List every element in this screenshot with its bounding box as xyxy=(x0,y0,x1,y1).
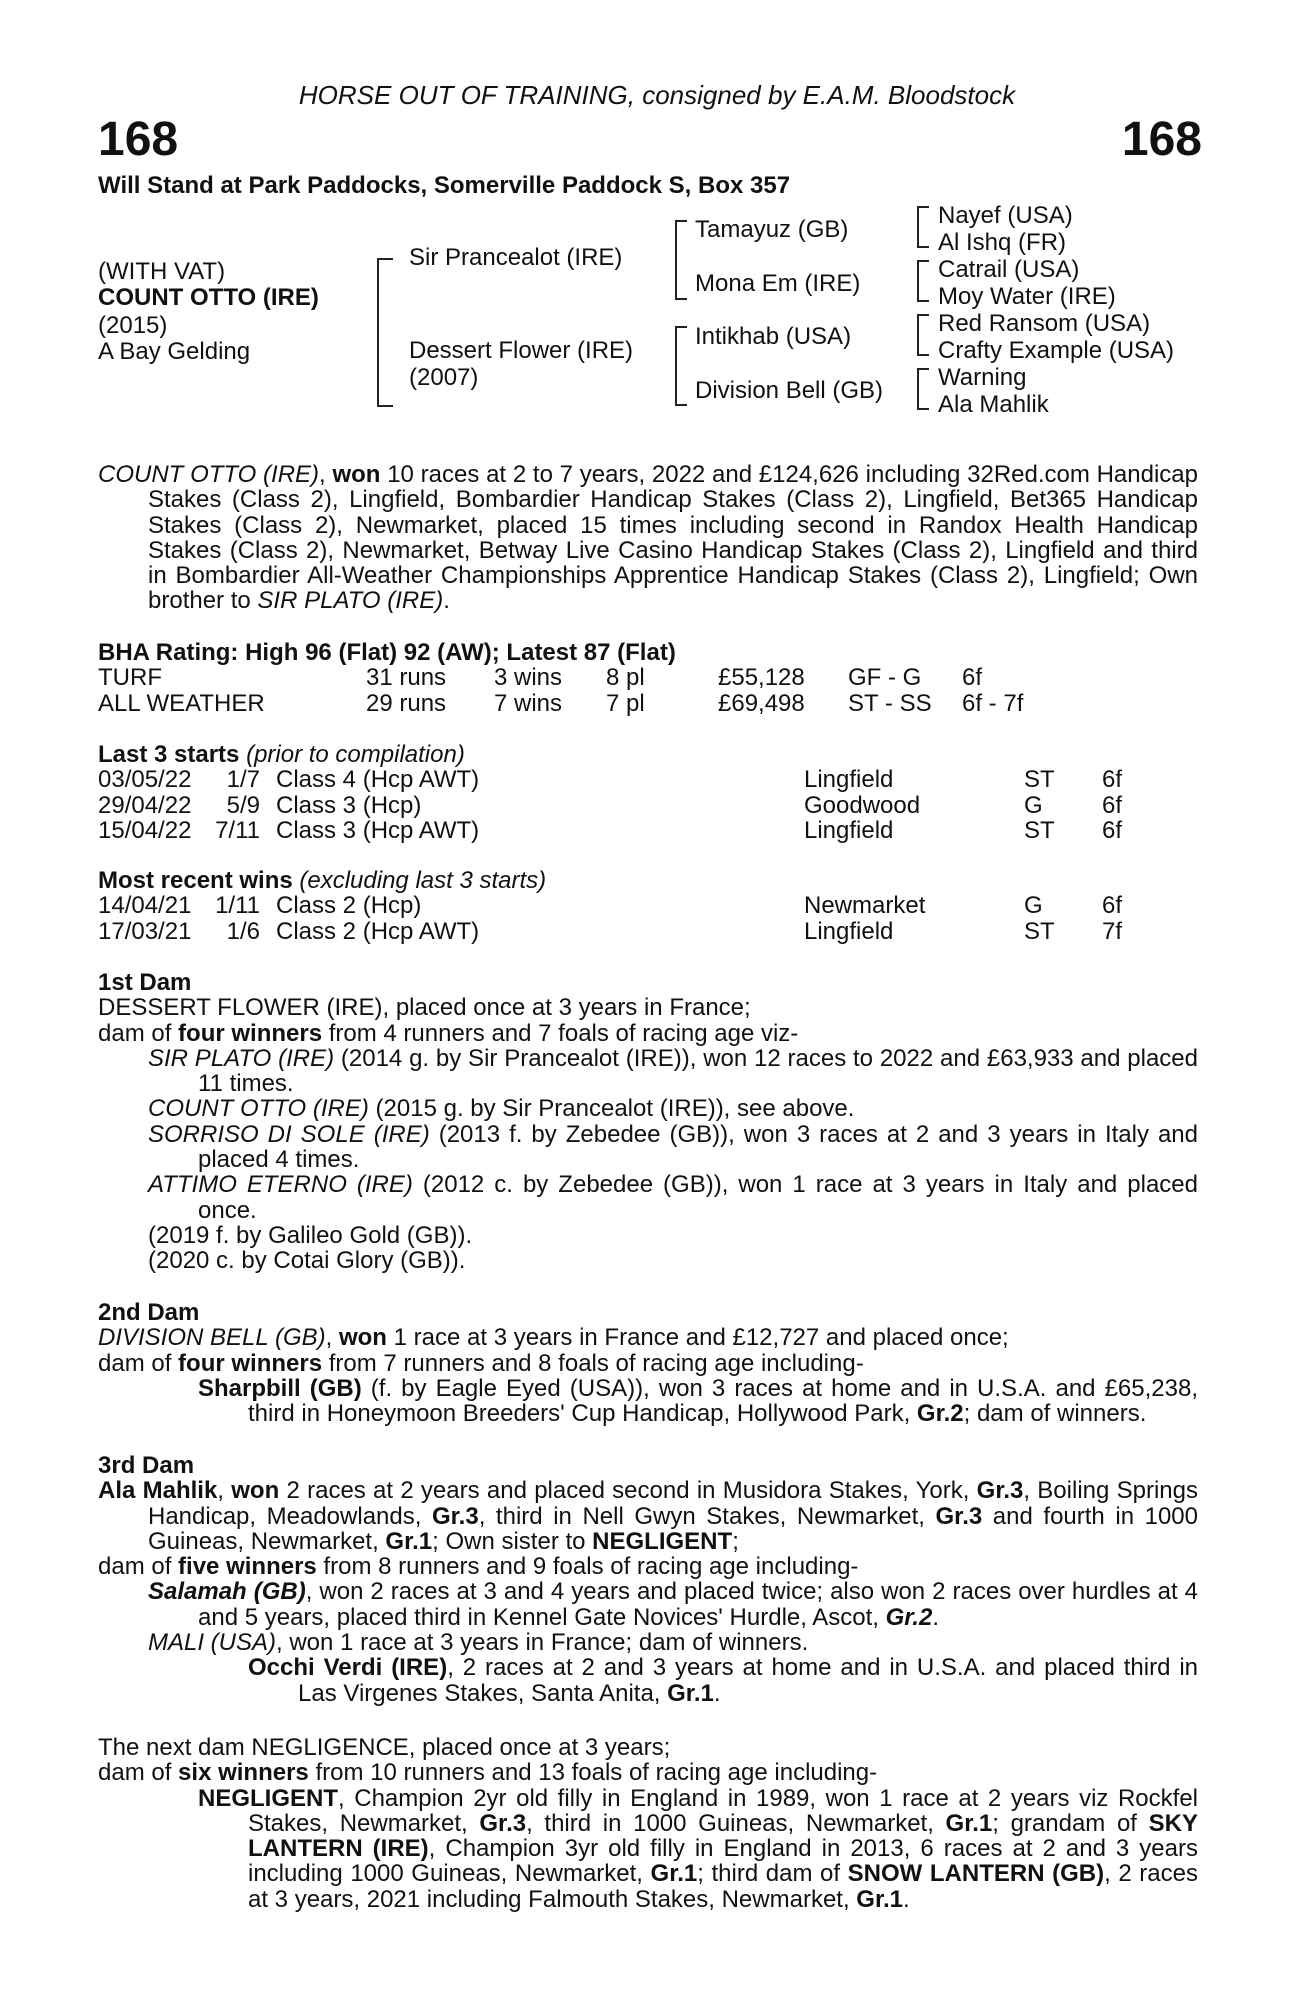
dam-of-label: dam of xyxy=(98,1553,179,1581)
progeny-name: SORRISO DI SOLE (IRE) xyxy=(148,1120,430,1148)
first-dam-section xyxy=(98,970,1198,1274)
start-position: 5/9 xyxy=(226,791,260,819)
grade-label: Gr.1 xyxy=(385,1527,433,1555)
progeny-entry xyxy=(98,1096,1198,1121)
start-distance: 6f xyxy=(1102,766,1123,794)
rating-table xyxy=(98,665,1023,716)
rating-distance: 6f xyxy=(962,664,983,692)
pedigree-dsd: Crafty Example (USA) xyxy=(938,337,1175,364)
progeny-text: , won 2 races at 3 and 4 years and placed twice; also won 2 races over hurdles at 4 and 5 years, placed third in Kennel Gate Novices' Hurdle, Ascot, xyxy=(198,1578,1198,1631)
third-dam-won: won xyxy=(231,1477,280,1505)
next-dam-line: The next dam NEGLIGENCE, placed once at 3 years; xyxy=(98,1734,671,1761)
third-dam-heading: 3rd Dam xyxy=(98,1452,195,1479)
rating-runs: 31 runs xyxy=(366,664,447,692)
rating-placed: 7 pl xyxy=(606,689,645,717)
consignment-line: HORSE OUT OF TRAINING, consigned by E.A.M. Bloodstock xyxy=(298,80,1016,110)
progeny-entry xyxy=(98,1046,1198,1097)
start-course: Lingfield xyxy=(804,816,894,844)
horse-description: A Bay Gelding xyxy=(98,338,251,365)
start-course: Lingfield xyxy=(804,766,894,794)
progeny-name: Salamah (GB) xyxy=(148,1578,306,1606)
start-class: Class 3 (Hcp AWT) xyxy=(276,816,480,844)
winners-count: four winners xyxy=(178,1019,323,1047)
start-distance: 6f xyxy=(1102,816,1123,844)
relative-name: SNOW LANTERN (GB) xyxy=(847,1860,1105,1888)
rating-earnings: £69,498 xyxy=(718,689,805,717)
recent-heading: Most recent wins xyxy=(98,867,293,894)
progeny-name: Sharpbill (GB) xyxy=(198,1374,362,1402)
table-row xyxy=(98,691,1023,716)
win-date: 14/04/21 xyxy=(98,892,192,920)
win-class: Class 2 (Hcp) xyxy=(276,892,422,920)
summary-end: . xyxy=(443,587,450,615)
win-position: 1/6 xyxy=(226,917,260,945)
pedigree-brace-sd xyxy=(917,260,929,302)
second-dam-text: 1 race at 3 years in France and £12,727 and placed once; xyxy=(386,1324,1009,1352)
sister-name: NEGLIGENT xyxy=(592,1527,733,1555)
win-going: ST xyxy=(1024,917,1055,945)
dam-of-label: dam of xyxy=(98,1759,179,1787)
progeny-entry: (2020 c. by Cotai Glory (GB)). xyxy=(148,1247,466,1275)
start-course: Goodwood xyxy=(804,791,921,819)
win-date: 17/03/21 xyxy=(98,917,192,945)
pedigree-sire: Sir Prancealot (IRE) xyxy=(409,244,623,271)
pedigree-ddd: Ala Mahlik xyxy=(938,391,1049,418)
pedigree-sds: Catrail (USA) xyxy=(938,256,1080,283)
rating-heading: BHA Rating: High 96 (Flat) 92 (AW); Latest 87 (Flat) xyxy=(98,639,676,666)
start-going: ST xyxy=(1024,816,1055,844)
progeny-end: ; dam of winners. xyxy=(963,1400,1147,1428)
rating-placed: 8 pl xyxy=(606,664,645,692)
third-dam-name: Ala Mahlik xyxy=(98,1477,218,1505)
grade-label: Gr.3 xyxy=(976,1477,1024,1505)
first-dam-heading: 1st Dam xyxy=(98,969,192,996)
start-date: 15/04/22 xyxy=(98,816,192,844)
race-summary: COUNT OTTO (IRE), won 10 races at 2 to 7 years, 2022 and £124,626 including 32Red.com Handicap Stakes (Class 2), Lingfield, Bombardier Handicap Stakes (Class 2), Lingfield, Bet365 Handicap Stakes (Class 2), Newmarket, placed 15 times including second in Randox Health Handicap Stakes (Class 2), Newmarket, Betway Live Casino Handicap Stakes (Class 2), Lingfield and third in Bombardier All-Weather Championships Apprentice Handicap Stakes (Class 2), Lingfield; Own brother to SIR PLATO (IRE). xyxy=(98,461,1198,615)
rating-earnings: £55,128 xyxy=(718,664,805,692)
progeny-entry xyxy=(98,1376,1198,1427)
progeny-name: COUNT OTTO (IRE) xyxy=(148,1095,369,1123)
table-row xyxy=(98,665,1023,690)
rating-surface: ALL WEATHER xyxy=(98,689,265,717)
most-recent-wins xyxy=(98,868,1198,944)
last3-note: (prior to compilation) xyxy=(239,741,465,768)
horse-year: (2015) xyxy=(98,312,168,339)
rating-going: ST - SS xyxy=(848,689,932,717)
start-class: Class 3 (Hcp) xyxy=(276,791,422,819)
relative-name: SKY LANTERN (IRE) xyxy=(248,1809,1198,1863)
rating-wins: 7 wins xyxy=(494,689,563,717)
lot-number-left: 168 xyxy=(98,113,179,166)
third-dam-record: Ala Mahlik, won 2 races at 2 years and placed second in Musidora Stakes, York, Gr.3, Boiling Springs Handicap, Meadowlands, Gr.3, third in Nell Gwyn Stakes, Newmarket, Gr.3 and fourth in 1000 Guineas, Newmarket, Gr.1; Own sister to NEGLIGENT; xyxy=(98,1477,1199,1555)
progeny-entry: Salamah (GB), won 2 races at 3 and 4 years and placed twice; also won 2 races over hurdles at 4 and 5 years, placed third in Kennel Gate Novices' Hurdle, Ascot, Gr.2. xyxy=(148,1578,1198,1631)
progeny-text: (2014 g. by Sir Prancealot (IRE)), won 12 races to 2022 and £63,933 and placed 11 times. xyxy=(198,1044,1199,1098)
last3-table xyxy=(98,767,1122,843)
rating-wins: 3 wins xyxy=(494,664,563,692)
pedigree-sire-sire: Tamayuz (GB) xyxy=(695,216,849,243)
grade-label: Gr.1 xyxy=(650,1860,698,1888)
progeny-entry xyxy=(98,1630,1198,1655)
table-row xyxy=(98,767,1122,792)
last3-heading: Last 3 starts xyxy=(98,741,240,768)
progeny-name: NEGLIGENT xyxy=(198,1784,339,1812)
pedigree-sire-dam: Mona Em (IRE) xyxy=(695,270,861,297)
winners-count: four winners xyxy=(178,1349,323,1377)
progeny-entry xyxy=(98,1172,1198,1223)
pedigree-dam-year: (2007) xyxy=(409,364,479,391)
pedigree-dam-sire: Intikhab (USA) xyxy=(695,323,852,350)
lot-number-right: 168 xyxy=(1121,113,1202,166)
dam-of-label: dam of xyxy=(98,1019,179,1047)
win-going: G xyxy=(1024,892,1043,920)
grade-label: Gr.1 xyxy=(667,1679,714,1707)
rating-going: GF - G xyxy=(848,664,922,692)
summary-text: 10 races at 2 to 7 years, 2022 and £124,626 including 32Red.com Handicap Stakes (Class 2), Lingfield, Bombardier Handicap Stakes (Class 2), Lingfield, Bet365 Handicap Stakes (Class 2), Newmarket, placed 15 times including second in Randox Health Handicap Stakes (Class 2), Newmarket, Betway Live Casino Handicap Stakes (Class 2), Lingfield and third in Bombardier All-Weather Championships Apprentice Handicap Stakes (Class 2), Lingfield; Own brother to xyxy=(148,461,1198,615)
progeny-text: , 2 races at 2 and 3 years at home and in U.S.A. and placed third in Las Virgenes Stakes, Santa Anita, xyxy=(298,1654,1198,1707)
pedigree-brace-ds xyxy=(917,314,929,356)
winners-count: five winners xyxy=(178,1553,317,1581)
progeny-entry: NEGLIGENT, Champion 2yr old filly in England in 1989, won 1 race at 2 years viz Rockfel Stakes, Newmarket, Gr.3, third in 1000 Guineas, Newmarket, Gr.1; grandam of SKY LANTERN (IRE), Champion 3yr old filly in England in 2013, 6 races at 2 and 3 years including 1000 Guineas, Newmarket, Gr.1; third dam of SNOW LANTERN (GB), 2 races at 3 years, 2021 including Falmouth Stakes, Newmarket, Gr.1. xyxy=(198,1784,1198,1913)
rating-section xyxy=(98,640,1198,716)
grade-label: Gr.1 xyxy=(856,1885,903,1913)
table-row xyxy=(98,793,1122,818)
last-three-starts xyxy=(98,742,1198,843)
table-row xyxy=(98,919,1122,944)
rating-runs: 29 runs xyxy=(366,689,447,717)
second-dam-won: won xyxy=(338,1324,387,1352)
win-course: Lingfield xyxy=(804,917,894,945)
winners-count: six winners xyxy=(178,1759,309,1787)
grade-label: Gr.1 xyxy=(945,1809,993,1837)
third-dam-section xyxy=(98,1453,1198,1706)
dam-of-label: dam of xyxy=(98,1349,179,1377)
grand-progeny-entry: Occhi Verdi (IRE), 2 races at 2 and 3 years at home and in U.S.A. and placed third in Las Virgenes Stakes, Santa Anita, Gr.1. xyxy=(248,1654,1198,1707)
dam-of-rest: from 7 runners and 8 foals of racing age including- xyxy=(322,1349,864,1377)
pedigree-brace-ss xyxy=(917,206,929,248)
start-position: 7/11 xyxy=(215,816,260,844)
pedigree-brace-dam xyxy=(675,326,687,406)
recent-table xyxy=(98,893,1122,944)
pedigree-dds: Warning xyxy=(938,364,1027,391)
pedigree-sss: Nayef (USA) xyxy=(938,202,1073,229)
second-dam-heading: 2nd Dam xyxy=(98,1299,200,1326)
summary-won: won xyxy=(332,461,381,488)
vat-label: (WITH VAT) xyxy=(98,258,226,285)
win-distance: 7f xyxy=(1102,917,1123,945)
summary-brother: SIR PLATO (IRE) xyxy=(257,587,444,615)
start-position: 1/7 xyxy=(226,766,260,794)
grade-label: Gr.3 xyxy=(479,1809,527,1837)
pedigree-dam-dam: Division Bell (GB) xyxy=(695,377,884,404)
pedigree-ssd: Al Ishq (FR) xyxy=(938,229,1067,256)
pedigree-brace-main xyxy=(377,258,393,407)
win-distance: 6f xyxy=(1102,892,1123,920)
summary-horse-name: COUNT OTTO (IRE) xyxy=(98,461,320,488)
progeny-text: (f. by Eagle Eyed (USA)), won 3 races at home and in U.S.A. and £65,238, third in Honeymoon Breeders' Cup Handicap, Hollywood Park, xyxy=(248,1374,1198,1428)
pedigree-sdd: Moy Water (IRE) xyxy=(938,283,1116,310)
rating-surface: TURF xyxy=(98,664,162,692)
progeny-entry xyxy=(98,1122,1198,1173)
start-date: 29/04/22 xyxy=(98,791,192,819)
recent-note: (excluding last 3 starts) xyxy=(292,867,547,894)
second-dam-section: 2nd Dam DIVISION BELL (GB), won 1 race at 3 years in France and £12,727 and placed once; dam of four winners from 7 runners and 8 foals of racing age including- Sharpbill (GB) (f. by Eagle Eyed (USA)), won 3 races at home and in U.S.A. and £65,238, third in Honeymoon Breeders' Cup Handicap, Hollywood Park, Gr.2; dam of winners. xyxy=(98,1299,1198,1428)
pedigree-dss: Red Ransom (USA) xyxy=(938,310,1151,337)
pedigree-dam: Dessert Flower (IRE) xyxy=(409,337,634,364)
start-distance: 6f xyxy=(1102,791,1123,819)
grade-label: Gr.2 xyxy=(916,1400,964,1428)
horse-name: COUNT OTTO (IRE) xyxy=(98,284,319,311)
win-position: 1/11 xyxy=(215,892,260,920)
table-row xyxy=(98,818,1122,843)
progeny-name: ATTIMO ETERNO (IRE) xyxy=(148,1171,413,1199)
grade-label: Gr.3 xyxy=(431,1502,479,1530)
progeny-text: (2013 f. by Zebedee (GB)), won 3 races at 2 and 3 years in Italy and placed 4 times. xyxy=(198,1120,1199,1174)
progeny-name: SIR PLATO (IRE) xyxy=(148,1044,335,1072)
pedigree-brace-dd xyxy=(917,368,929,410)
next-dam-section xyxy=(98,1735,1198,1912)
progeny-text: (2012 c. by Zebedee (GB)), won 1 race at 3 years in Italy and placed once. xyxy=(198,1171,1198,1224)
pedigree-brace-sire xyxy=(675,220,687,300)
grade-label: Gr.3 xyxy=(935,1502,983,1530)
progeny-name: MALI (USA) xyxy=(148,1629,277,1657)
dam-of-rest: from 10 runners and 13 foals of racing age including- xyxy=(308,1759,878,1787)
progeny-entry: (2019 f. by Galileo Gold (GB)). xyxy=(148,1221,473,1249)
win-course: Newmarket xyxy=(804,892,926,920)
first-dam-line: DESSERT FLOWER (IRE), placed once at 3 years in France; xyxy=(98,994,751,1022)
start-class: Class 4 (Hcp AWT) xyxy=(276,766,480,794)
progeny-text: (2015 g. by Sir Prancealot (IRE)), see above. xyxy=(368,1095,855,1123)
win-class: Class 2 (Hcp AWT) xyxy=(276,917,480,945)
progeny-text: , won 1 race at 3 years in France; dam of winners. xyxy=(276,1629,809,1657)
second-dam-name: DIVISION BELL (GB) xyxy=(98,1324,326,1352)
table-row xyxy=(98,893,1122,918)
start-date: 03/05/22 xyxy=(98,766,192,794)
rating-distance: 6f - 7f xyxy=(962,689,1024,717)
start-going: ST xyxy=(1024,766,1055,794)
stand-location: Will Stand at Park Paddocks, Somerville Paddock S, Box 357 xyxy=(98,172,791,199)
grade-label: Gr.2 xyxy=(885,1603,933,1631)
start-going: G xyxy=(1024,791,1043,819)
dam-of-rest: from 4 runners and 7 foals of racing age viz- xyxy=(322,1019,799,1047)
dam-of-rest: from 8 runners and 9 foals of racing age including- xyxy=(316,1553,859,1581)
progeny-name: Occhi Verdi (IRE) xyxy=(248,1654,448,1682)
